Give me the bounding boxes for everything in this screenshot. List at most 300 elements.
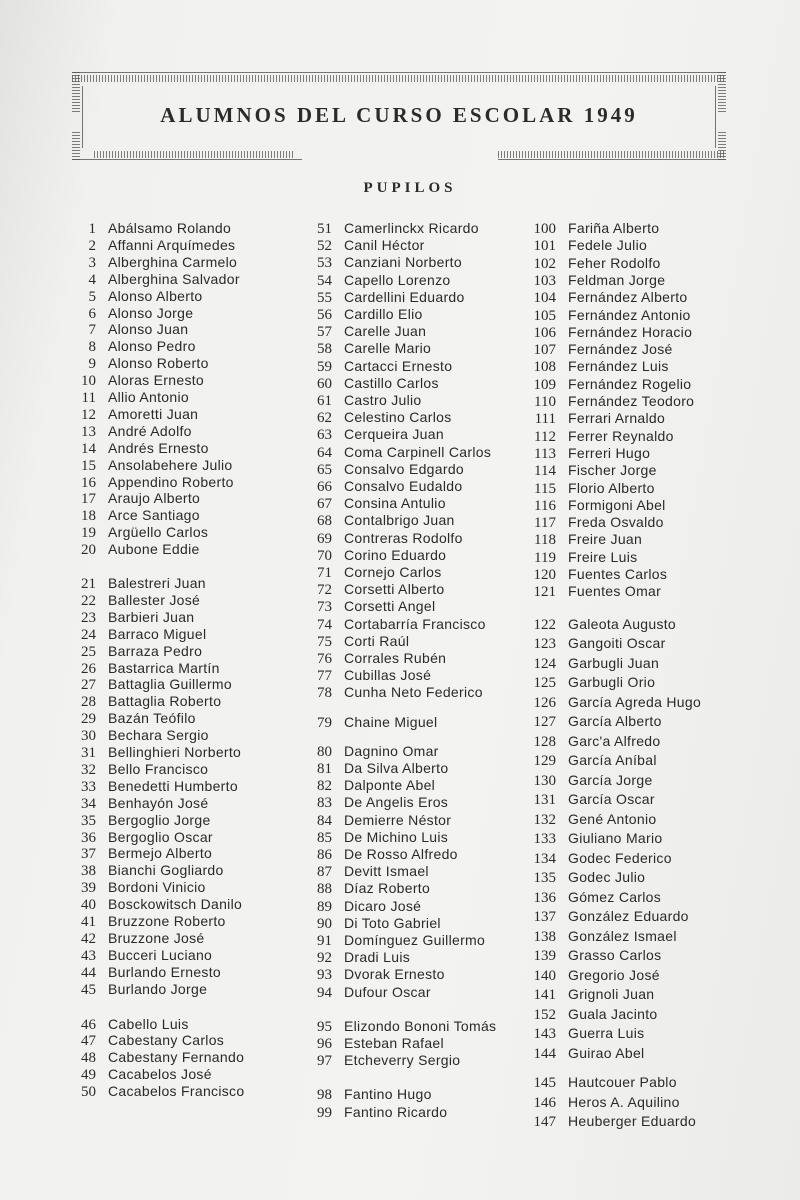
student-row — [56, 406, 198, 423]
student-row — [292, 880, 430, 897]
student-row — [292, 863, 429, 880]
student-number: 60 — [317, 375, 332, 392]
student-row — [516, 358, 669, 375]
student-name: Fernández Alberto — [568, 289, 688, 306]
student-number: 24 — [81, 626, 96, 643]
student-row — [292, 794, 448, 811]
student-name: Fariña Alberto — [568, 220, 660, 236]
student-row — [516, 393, 694, 410]
student-number: 83 — [317, 795, 332, 812]
student-row — [56, 474, 234, 491]
student-row — [292, 254, 462, 271]
student-row — [56, 676, 232, 693]
student-name: Bellinghieri Norberto — [108, 744, 242, 760]
student-row — [292, 915, 441, 932]
student-name: García Jorge — [568, 771, 653, 788]
student-name: Cartacci Ernesto — [344, 357, 453, 374]
student-name: Allio Antonio — [108, 389, 189, 405]
student-row — [292, 616, 486, 633]
student-number: 82 — [317, 778, 332, 795]
student-row — [292, 898, 421, 915]
student-number: 70 — [317, 547, 332, 564]
student-row — [516, 1094, 680, 1111]
student-row — [56, 981, 207, 998]
student-row — [56, 1066, 212, 1083]
student-name: Balestreri Juan — [108, 575, 206, 591]
student-number: 147 — [533, 1114, 556, 1131]
student-row — [292, 461, 464, 478]
student-row — [56, 254, 237, 271]
student-row — [292, 812, 451, 829]
student-row — [516, 947, 661, 964]
student-row — [56, 524, 208, 541]
student-row — [516, 549, 637, 566]
student-number: 137 — [533, 909, 556, 926]
student-row — [292, 633, 409, 650]
student-name: Dvorak Ernesto — [344, 966, 445, 983]
student-name: Dradi Luis — [344, 949, 411, 966]
student-number: 19 — [81, 525, 96, 542]
student-row — [292, 949, 410, 966]
student-number: 94 — [317, 984, 332, 1001]
student-row — [292, 358, 452, 375]
student-row — [516, 635, 666, 652]
student-row — [516, 713, 662, 730]
student-number: 118 — [534, 532, 556, 549]
student-name: Bermejo Alberto — [108, 845, 213, 862]
student-name: Galeota Augusto — [568, 615, 677, 632]
student-number: 78 — [317, 685, 332, 702]
student-row — [56, 744, 241, 761]
student-number: 8 — [88, 339, 96, 356]
student-number: 3 — [88, 254, 96, 271]
student-name: García Oscar — [568, 791, 655, 808]
student-row — [516, 752, 657, 769]
student-row — [516, 255, 661, 272]
student-number: 134 — [533, 850, 556, 867]
student-number: 85 — [317, 829, 332, 846]
student-name: Cabestany Carlos — [108, 1032, 225, 1049]
student-row — [292, 1035, 444, 1052]
student-number: 114 — [534, 463, 556, 480]
student-row — [516, 928, 677, 945]
student-name: Cerqueira Juan — [344, 426, 444, 443]
student-name: Appendino Roberto — [108, 473, 234, 490]
student-row — [56, 795, 208, 812]
student-name: Ballester José — [108, 591, 201, 608]
student-name: Feher Rodolfo — [568, 254, 661, 271]
student-name: García Agreda Hugo — [568, 693, 702, 710]
student-name: Fuentes Carlos — [568, 566, 668, 582]
student-name: Benhayón José — [108, 794, 209, 811]
student-number: 41 — [81, 914, 96, 930]
student-name: Aloras Ernesto — [108, 372, 205, 389]
student-name: García Alberto — [568, 713, 662, 730]
student-number: 109 — [533, 376, 556, 393]
student-number: 91 — [317, 933, 332, 949]
student-name: Cornejo Carlos — [344, 564, 442, 580]
student-name: Fernández Horacio — [568, 323, 693, 340]
student-name: Dicaro José — [344, 897, 422, 914]
student-name: Arce Santiago — [108, 507, 200, 524]
student-number: 59 — [317, 358, 332, 375]
student-number: 67 — [317, 496, 332, 513]
student-name: Consalvo Eudaldo — [344, 478, 463, 494]
student-row — [292, 684, 483, 701]
student-name: Fernández Antonio — [568, 306, 691, 323]
student-row — [516, 445, 650, 462]
student-row — [516, 791, 655, 808]
student-name: Garbugli Juan — [568, 654, 660, 671]
student-row — [56, 1016, 189, 1033]
student-number: 14 — [81, 440, 96, 457]
student-name: Bergoglio Jorge — [108, 811, 211, 828]
student-row — [56, 660, 220, 677]
student-number: 55 — [317, 289, 332, 306]
student-row — [292, 306, 423, 323]
student-name: Corsetti Angel — [344, 598, 436, 615]
student-row — [292, 932, 485, 949]
student-name: Amoretti Juan — [108, 405, 199, 422]
student-name: Burlando Ernesto — [108, 963, 221, 980]
student-name: Gangoiti Oscar — [568, 635, 666, 652]
student-number: 122 — [533, 616, 556, 633]
student-row — [292, 564, 442, 581]
student-number: 32 — [81, 761, 96, 778]
student-number: 73 — [317, 599, 332, 616]
student-name: Chaine Miguel — [344, 713, 438, 730]
student-number: 75 — [317, 633, 332, 650]
student-number: 31 — [81, 745, 96, 761]
student-row — [292, 478, 462, 495]
student-name: Aubone Eddie — [108, 541, 200, 558]
student-row — [56, 490, 200, 507]
student-row — [56, 761, 208, 778]
student-number: 144 — [533, 1045, 556, 1062]
student-name: González Eduardo — [568, 908, 689, 925]
student-name: Bastarrica Martín — [108, 659, 220, 676]
student-row — [516, 428, 674, 445]
student-number: 40 — [81, 897, 96, 914]
student-row — [56, 288, 202, 305]
student-name: Carelle Juan — [344, 323, 427, 340]
student-name: Etcheverry Sergio — [344, 1052, 461, 1069]
student-row — [292, 1104, 447, 1121]
student-row — [292, 743, 439, 760]
student-row — [516, 410, 665, 427]
student-name: Carelle Mario — [344, 340, 432, 357]
student-name: Bruzzone Roberto — [108, 913, 226, 929]
student-row — [56, 930, 205, 947]
student-name: Consina Antulio — [344, 495, 446, 512]
student-row — [56, 457, 232, 474]
student-number: 65 — [317, 461, 332, 478]
student-number: 68 — [317, 513, 332, 530]
student-name: Heros A. Aquilino — [568, 1093, 680, 1110]
student-row — [56, 541, 200, 558]
student-row — [56, 389, 189, 406]
student-number: 92 — [317, 950, 332, 967]
student-name: Fantino Hugo — [344, 1086, 432, 1103]
student-number: 23 — [81, 609, 96, 626]
student-name: Bazán Teófilo — [108, 710, 196, 727]
student-row — [292, 237, 425, 254]
student-row — [516, 733, 660, 750]
student-name: Battaglia Guillermo — [108, 676, 232, 693]
student-row — [516, 566, 667, 583]
student-name: Garbugli Orio — [568, 674, 656, 691]
student-number: 62 — [317, 410, 332, 427]
student-number: 139 — [533, 948, 556, 965]
student-number: 25 — [81, 643, 96, 660]
student-row — [292, 323, 426, 340]
student-row — [56, 575, 206, 592]
student-name: Burlando Jorge — [108, 980, 208, 997]
student-row — [516, 341, 673, 358]
student-row — [516, 1113, 696, 1130]
student-number: 15 — [81, 457, 96, 474]
student-name: Grignoli Juan — [568, 986, 655, 1003]
student-name: Domínguez Guillermo — [344, 932, 486, 948]
student-number: 102 — [533, 255, 556, 272]
student-name: Gené Antonio — [568, 810, 657, 827]
student-name: Bianchi Gogliardo — [108, 862, 224, 879]
student-number: 35 — [81, 812, 96, 829]
student-row — [292, 409, 452, 426]
student-row — [516, 1025, 644, 1042]
student-number: 36 — [81, 829, 96, 846]
student-name: De Angelis Eros — [344, 794, 449, 811]
student-row — [516, 655, 659, 672]
student-row — [516, 272, 665, 289]
student-name: Alberghina Salvador — [108, 270, 240, 287]
student-name: Contalbrigo Juan — [344, 512, 455, 529]
student-name: Da Silva Alberto — [344, 760, 449, 776]
student-name: Alonso Alberto — [108, 287, 203, 304]
student-number: 106 — [533, 324, 556, 341]
student-number: 99 — [317, 1104, 332, 1121]
student-number: 7 — [88, 322, 96, 339]
student-row — [292, 530, 463, 547]
student-row — [56, 947, 212, 964]
student-row — [56, 592, 200, 609]
student-row — [56, 845, 212, 862]
student-number: 129 — [533, 753, 556, 770]
student-name: Fuentes Omar — [568, 583, 662, 600]
student-row — [56, 778, 238, 795]
student-row — [56, 913, 226, 930]
student-row — [292, 220, 479, 237]
student-number: 54 — [317, 272, 332, 289]
student-number: 116 — [534, 497, 556, 514]
student-number: 61 — [317, 393, 332, 409]
student-row — [292, 760, 448, 777]
student-row — [516, 514, 664, 531]
student-name: Alonso Pedro — [108, 338, 196, 355]
student-number: 81 — [317, 761, 332, 777]
student-row — [56, 879, 206, 896]
student-number: 33 — [81, 778, 96, 795]
student-name: Alonso Juan — [108, 321, 189, 338]
student-name: Grasso Carlos — [568, 947, 662, 964]
student-row — [56, 609, 194, 626]
student-number: 66 — [317, 479, 332, 495]
student-number: 112 — [534, 428, 556, 445]
student-row — [56, 423, 192, 440]
student-number: 80 — [317, 743, 332, 760]
student-name: Garc'a Alfredo — [568, 732, 661, 749]
student-number: 86 — [317, 847, 332, 863]
student-row — [516, 1006, 658, 1023]
student-number: 138 — [533, 928, 556, 945]
student-number: 87 — [317, 864, 332, 881]
student-number: 79 — [317, 714, 332, 731]
student-row — [292, 392, 422, 409]
student-number: 11 — [81, 390, 96, 406]
student-row — [292, 846, 458, 863]
student-number: 100 — [533, 221, 556, 237]
student-row — [516, 497, 666, 514]
student-row — [56, 338, 196, 355]
student-number: 5 — [88, 288, 96, 305]
student-name: Consalvo Edgardo — [344, 460, 464, 477]
student-row — [516, 583, 661, 600]
student-number: 6 — [88, 305, 96, 322]
student-row — [516, 694, 701, 711]
student-name: Freire Luis — [568, 548, 638, 565]
student-name: Cortabarría Francisco — [344, 615, 486, 632]
student-number: 72 — [317, 582, 332, 599]
student-row — [56, 372, 204, 389]
student-name: Benedetti Humberto — [108, 777, 238, 794]
student-number: 105 — [533, 307, 556, 324]
student-number: 17 — [81, 491, 96, 508]
student-name: Bergoglio Oscar — [108, 828, 213, 845]
student-name: Gómez Carlos — [568, 888, 662, 905]
student-name: Esteban Rafael — [344, 1035, 444, 1051]
student-name: De Rosso Alfredo — [344, 846, 458, 862]
student-row — [516, 850, 672, 867]
student-row — [516, 986, 654, 1003]
student-name: André Adolfo — [108, 422, 192, 439]
student-number: 131 — [533, 792, 556, 809]
student-row — [292, 444, 491, 461]
student-row — [292, 1086, 432, 1103]
student-number: 50 — [81, 1084, 96, 1101]
student-number: 52 — [317, 238, 332, 255]
student-row — [516, 674, 655, 691]
student-name: Feldman Jorge — [568, 271, 666, 288]
student-name: Ferrari Arnaldo — [568, 410, 666, 427]
student-name: Cabello Luis — [108, 1015, 189, 1032]
student-name: Heuberger Eduardo — [568, 1113, 697, 1130]
student-number: 130 — [533, 772, 556, 789]
student-name: Cardillo Elio — [344, 306, 423, 322]
student-row — [516, 376, 691, 393]
student-name: Barraza Pedro — [108, 642, 203, 659]
student-row — [292, 1052, 460, 1069]
student-number: 9 — [88, 356, 96, 373]
student-row — [292, 581, 445, 598]
student-name: Camerlinckx Ricardo — [344, 220, 479, 236]
student-row — [516, 869, 645, 886]
student-number: 101 — [533, 238, 556, 255]
student-number: 125 — [533, 675, 556, 692]
student-number: 89 — [317, 898, 332, 915]
student-name: González Ismael — [568, 927, 677, 944]
student-number: 29 — [81, 711, 96, 728]
student-row — [516, 462, 657, 479]
student-name: Corrales Rubén — [344, 650, 447, 666]
student-row — [516, 220, 659, 237]
student-name: Freda Osvaldo — [568, 514, 664, 531]
student-row — [56, 507, 200, 524]
student-number: 46 — [81, 1016, 96, 1033]
student-row — [292, 650, 446, 667]
student-number: 27 — [81, 677, 96, 694]
student-name: Guala Jacinto — [568, 1005, 658, 1022]
student-name: Formigoni Abel — [568, 496, 666, 513]
student-row — [292, 426, 444, 443]
student-name: Cabestany Fernando — [108, 1049, 245, 1066]
student-name: Fischer Jorge — [568, 462, 657, 479]
student-name: Hautcouer Pablo — [568, 1074, 677, 1091]
student-number: 110 — [534, 394, 556, 410]
student-row — [516, 830, 662, 847]
student-number: 97 — [317, 1053, 332, 1070]
student-row — [56, 964, 221, 981]
student-row — [292, 667, 431, 684]
student-name: Fantino Ricardo — [344, 1103, 448, 1120]
student-row — [292, 340, 431, 357]
student-number: 20 — [81, 542, 96, 559]
student-name: Contreras Rodolfo — [344, 529, 463, 546]
student-number: 124 — [533, 655, 556, 672]
student-name: Ferrer Reynaldo — [568, 427, 674, 444]
student-number: 152 — [533, 1006, 556, 1023]
student-name: Capello Lorenzo — [344, 271, 451, 288]
student-number: 127 — [533, 714, 556, 731]
student-number: 69 — [317, 530, 332, 547]
student-row — [292, 512, 455, 529]
student-number: 39 — [81, 880, 96, 897]
student-name: Affanni Arquímedes — [108, 236, 236, 253]
student-number: 74 — [317, 616, 332, 633]
student-row — [56, 220, 231, 237]
student-name: Araujo Alberto — [108, 490, 201, 507]
student-number: 133 — [533, 831, 556, 848]
student-row — [516, 889, 661, 906]
student-row — [516, 908, 689, 925]
student-number: 123 — [533, 636, 556, 653]
student-number: 128 — [533, 733, 556, 750]
student-number: 53 — [317, 255, 332, 272]
student-row — [56, 710, 196, 727]
student-name: Giuliano Mario — [568, 830, 663, 847]
student-row — [516, 531, 642, 548]
student-number: 21 — [81, 576, 96, 592]
student-name: Bruzzone José — [108, 929, 205, 946]
student-number: 141 — [533, 987, 556, 1004]
student-row — [56, 829, 213, 846]
student-name: Cubillas José — [344, 667, 432, 684]
student-number: 56 — [317, 307, 332, 323]
student-name: García Aníbal — [568, 752, 657, 769]
student-name: Bucceri Luciano — [108, 946, 213, 963]
student-number: 38 — [81, 863, 96, 880]
student-number: 28 — [81, 694, 96, 711]
student-number: 121 — [533, 584, 556, 601]
